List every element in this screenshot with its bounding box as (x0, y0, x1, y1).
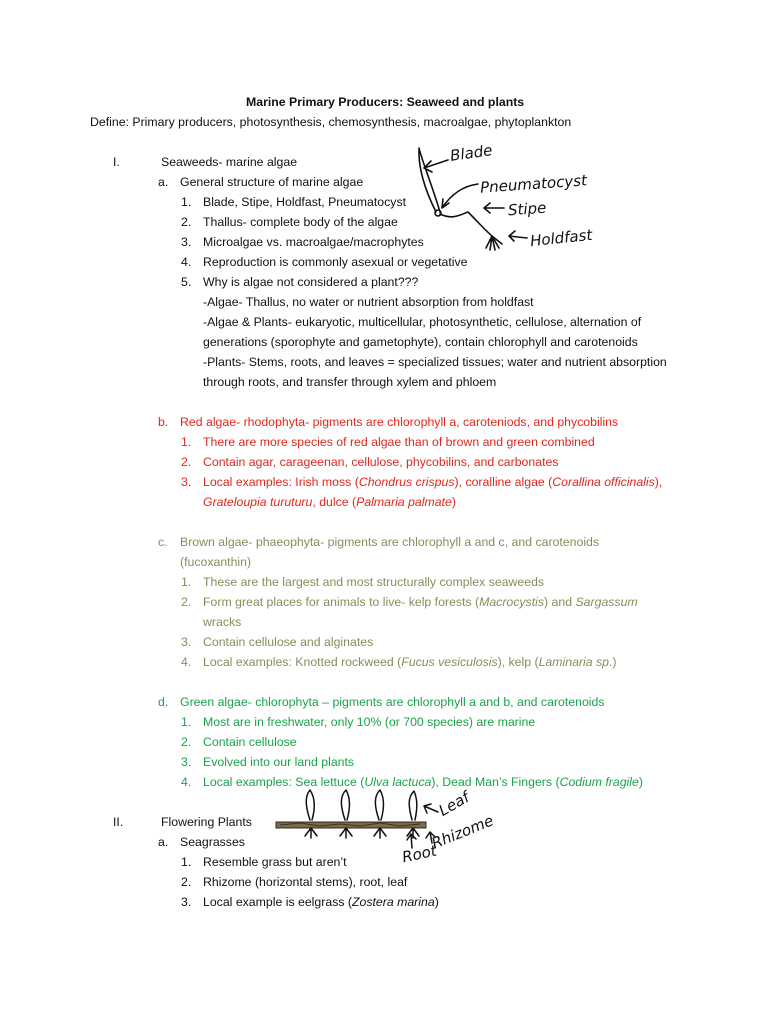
arrow-icon (509, 231, 527, 241)
leaf-label: Leaf (435, 788, 473, 820)
list-item-number: 4. (181, 655, 192, 669)
section-1c-letter: c. (158, 535, 168, 549)
text-run: ), Dead Man’s Fingers ( (431, 775, 560, 789)
list-item: Resemble grass but aren’t (203, 855, 347, 869)
list-item-number: 1. (181, 195, 192, 209)
section-1d-heading: Green algae- chlorophyta – pigments are chlorophyll a and b, and carotenoids (180, 695, 605, 709)
list-item-number: 3. (181, 755, 192, 769)
root-drawing (340, 828, 352, 838)
text-run: ), coralline algae ( (454, 475, 553, 489)
section-2-heading: Flowering Plants (161, 815, 252, 829)
text-run: Local examples: Knotted rockweed ( (203, 655, 402, 669)
species-name: Ulva lactuca (364, 775, 432, 789)
leaf-drawing (409, 791, 417, 820)
section-1c-heading: Brown algae- phaeophyta- pigments are chlorophyll a and c, and carotenoids (180, 535, 600, 549)
list-item-number: 2. (181, 735, 192, 749)
species-name: Sargassum (575, 595, 638, 609)
rhizome-label: Rhizome (428, 811, 497, 853)
note-line: through roots, and transfer through xylem and phloem (203, 375, 497, 389)
root-drawing (305, 828, 317, 838)
section-1c-heading-cont: (fucoxanthin) (180, 555, 252, 569)
list-item (203, 654, 617, 670)
leaf-drawing (341, 790, 349, 820)
text-run: Local example is eelgrass ( (203, 895, 352, 909)
pneumatocyst-label: Pneumatocyst (479, 171, 588, 197)
root-label: Root (400, 841, 439, 867)
species-name: Fucus vesiculosis (401, 655, 498, 669)
text-run: ) (451, 495, 456, 509)
section-1a-heading: General structure of marine algae (180, 175, 364, 189)
list-item-number: 1. (181, 575, 192, 589)
text-run: ), kelp ( (497, 655, 539, 669)
list-item: Evolved into our land plants (203, 755, 355, 769)
leaf-drawing (306, 790, 314, 820)
define-line: Define: Primary producers, photosynthesis, chemosynthesis, macroalgae, phytoplankton (90, 115, 572, 129)
list-item (203, 894, 439, 910)
note-line: -Algae & Plants- eukaryotic, multicellular, photosynthetic, cellulose, alternation of (203, 315, 642, 329)
list-item (203, 774, 643, 790)
list-item-number: 1. (181, 715, 192, 729)
species-name: Palmaria palmate (356, 495, 452, 509)
species-name: Laminaria sp (538, 655, 609, 669)
section-1d-letter: d. (158, 695, 169, 709)
root-drawing (407, 828, 419, 838)
section-1a-letter: a. (158, 175, 169, 189)
text-run: Local examples: Sea lettuce ( (203, 775, 365, 789)
text-run: , dulce ( (312, 495, 357, 509)
list-item-number: 4. (181, 255, 192, 269)
rhizome-drawing (276, 822, 426, 828)
holdfast-drawing (486, 236, 502, 250)
text-run: Form great places for animals to live- kelp forests ( (203, 595, 480, 609)
note-line: -Plants- Stems, roots, and leaves = specialized tissues; water and nutrient absorption (203, 355, 667, 369)
text-run: ) and (544, 595, 576, 609)
section-2-number: II. (113, 815, 124, 829)
section-2a-letter: a. (158, 835, 169, 849)
section-1b-heading: Red algae- rhodophyta- pigments are chlorophyll a, caroteniods, and phycobilins (180, 415, 619, 429)
species-name: Chondrus crispus (358, 475, 455, 489)
text-run: ) (638, 775, 643, 789)
species-name: Zostera marina (352, 895, 435, 909)
list-item (203, 474, 662, 490)
arrow-icon (424, 160, 448, 172)
list-item: These are the largest and most structurally complex seaweeds (203, 575, 545, 589)
species-name: Codium fragile (559, 775, 639, 789)
list-item-number: 3. (181, 475, 192, 489)
arrow-icon (484, 203, 504, 213)
list-item: Contain agar, carageenan, cellulose, phycobilins, and carbonates (203, 455, 559, 469)
list-item: Contain cellulose (203, 735, 297, 749)
pneumatocyst-drawing (435, 210, 441, 216)
list-item: Microalgae vs. macroalgae/macrophytes (203, 235, 424, 249)
text-run: ), (654, 475, 663, 489)
list-item: Most are in freshwater, only 10% (or 700 species) are marine (203, 715, 536, 729)
list-item (203, 594, 638, 610)
list-item: Why is algae not considered a plant??? (203, 275, 419, 289)
list-item-number: 5. (181, 275, 192, 289)
list-item: Reproduction is commonly asexual or vegetative (203, 255, 468, 269)
list-item-number: 2. (181, 595, 192, 609)
text-run: .) (609, 655, 617, 669)
list-item: Thallus- complete body of the algae (203, 215, 398, 229)
text-run: Local examples: Irish moss ( (203, 475, 359, 489)
list-item-number: 1. (181, 435, 192, 449)
section-1-heading: Seaweeds- marine algae (161, 155, 298, 169)
list-item-number: 4. (181, 775, 192, 789)
list-item-continuation (203, 494, 456, 510)
note-line: generations (sporophyte and gametophyte), contain chlorophyll and carotenoids (203, 335, 638, 349)
species-name: Grateloupia turuturu (203, 495, 313, 509)
stipe-label: Stipe (507, 198, 547, 220)
list-item-number: 3. (181, 235, 192, 249)
text-run: ) (434, 895, 439, 909)
list-item: Rhizome (horizontal stems), root, leaf (203, 875, 408, 889)
note-line: -Algae- Thallus, no water or nutrient absorption from holdfast (203, 295, 534, 309)
list-item: There are more species of red algae than of brown and green combined (203, 435, 595, 449)
list-item: Contain cellulose and alginates (203, 635, 374, 649)
stipe-drawing (440, 212, 492, 236)
leaf-drawing (375, 790, 383, 820)
section-1b-letter: b. (158, 415, 169, 429)
list-item-number: 2. (181, 875, 192, 889)
species-name: Corallina officinalis (552, 475, 655, 489)
list-item-number: 1. (181, 855, 192, 869)
list-item-number: 3. (181, 895, 192, 909)
holdfast-label: Holdfast (529, 225, 594, 251)
list-item-number: 2. (181, 215, 192, 229)
root-drawing (374, 828, 386, 838)
list-item-number: 3. (181, 635, 192, 649)
species-name: Macrocystis (479, 595, 545, 609)
list-item-number: 2. (181, 455, 192, 469)
list-item: Blade, Stipe, Holdfast, Pneumatocyst (203, 195, 407, 209)
arrow-icon (442, 184, 478, 208)
blade-drawing (419, 148, 440, 212)
section-2a-heading: Seagrasses (180, 835, 245, 849)
section-1-number: I. (113, 155, 120, 169)
page-title: Marine Primary Producers: Seaweed and plants (246, 95, 525, 109)
list-item-continuation: wracks (203, 615, 242, 629)
blade-label: Blade (448, 141, 494, 165)
